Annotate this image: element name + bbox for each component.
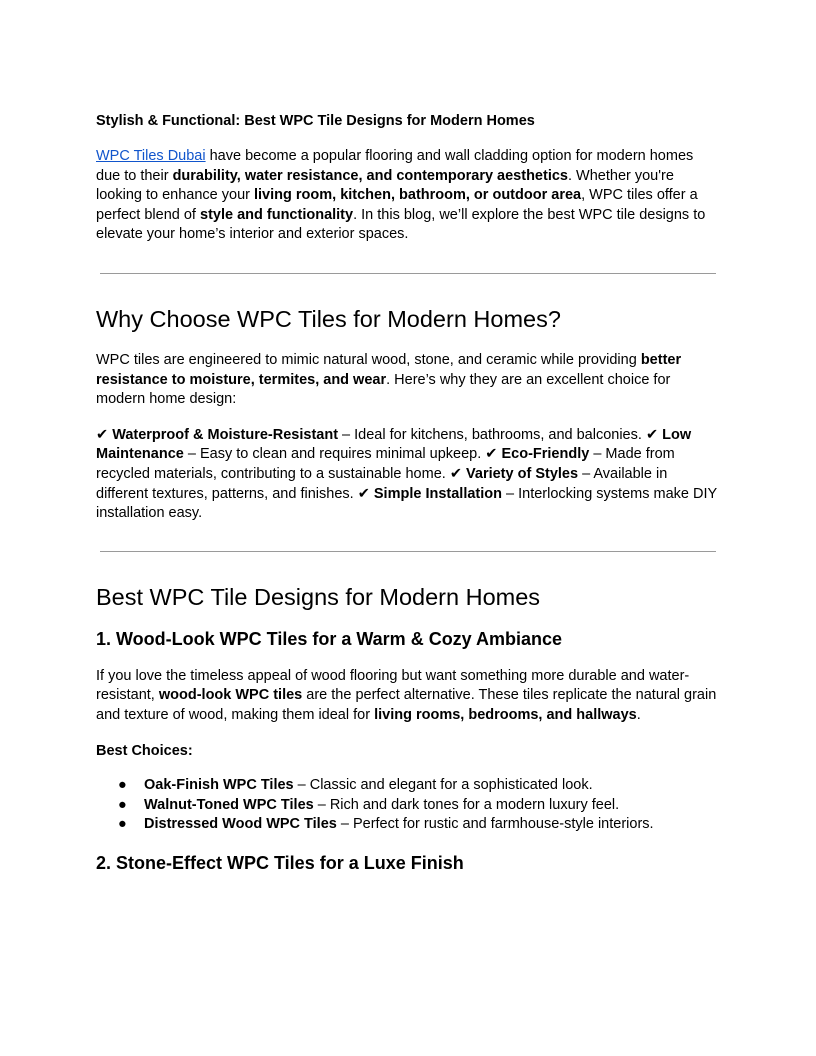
best-designs-heading: Best WPC Tile Designs for Modern Homes (96, 583, 541, 610)
benefit-installation: Simple Installation (373, 485, 502, 502)
benefit-installation-desc: – Interlocking systems make DIY installation easy. (96, 485, 717, 522)
intro-text-4: . In this blog, we’ll explore the best WPC tile designs to elevate your home’s interior and exterior spaces. (96, 206, 706, 243)
why-text-1: WPC tiles are engineered to mimic natural wood, stone, and ceramic while providing (96, 351, 641, 368)
intro-text-2: . Whether you're looking to enhance your (96, 167, 674, 204)
wood-bold-2: living rooms, bedrooms, and hallways (374, 706, 637, 723)
benefit-waterproof-desc: – Ideal for kitchens, bathrooms, and balconies. (338, 426, 646, 443)
document-title: Stylish & Functional: Best WPC Tile Designs for Modern Homes (96, 113, 535, 129)
wood-bold-1: wood-look WPC tiles (158, 687, 303, 704)
benefit-eco-friendly: Eco-Friendly (501, 446, 590, 463)
list-item-desc: – Perfect for rustic and farmhouse-style interiors. (336, 816, 654, 833)
wood-text-1: If you love the timeless appeal of wood flooring but want something more durable and water-resistant, (96, 667, 690, 704)
wpc-tiles-dubai-link[interactable]: WPC Tiles Dubai (96, 148, 206, 164)
horizontal-rule (100, 273, 716, 274)
check-icon: ✔ (357, 485, 370, 502)
benefit-variety: Variety of Styles (466, 465, 579, 482)
bullet-icon: ● (118, 816, 127, 833)
bullet-icon: ● (118, 796, 127, 813)
why-paragraph (96, 351, 720, 410)
benefits-paragraph (96, 426, 720, 524)
why-choose-heading: Why Choose WPC Tiles for Modern Homes? (96, 305, 561, 332)
document-page (96, 112, 720, 875)
wood-text-3: . (636, 706, 641, 723)
bullet-icon: ● (118, 777, 127, 794)
benefit-variety-desc: – Available in different textures, patterns, and finishes. (96, 465, 668, 502)
list-item (96, 776, 720, 796)
list-item-name: Oak-Finish WPC Tiles (144, 777, 294, 794)
list-item-name: Distressed Wood WPC Tiles (144, 816, 337, 833)
benefit-eco-friendly-desc: – Made from recycled materials, contributing to a sustainable home. (96, 446, 675, 482)
intro-bold-3: style and functionality (200, 206, 354, 223)
intro-bold-1: durability, water resistance, and contemporary aesthetics (172, 167, 568, 184)
list-item-desc: – Rich and dark tones for a modern luxury feel. (313, 796, 620, 813)
check-icon: ✔ (449, 465, 462, 482)
check-icon: ✔ (485, 446, 498, 463)
intro-text-3: , WPC tiles offer a perfect blend of (96, 187, 698, 223)
best-choices-text: Best Choices: (96, 742, 193, 759)
benefit-waterproof: Waterproof & Moisture-Resistant (112, 426, 339, 443)
horizontal-rule (100, 551, 716, 552)
stone-effect-heading: 2. Stone-Effect WPC Tiles for a Luxe Finish (96, 852, 464, 873)
list-item-name: Walnut-Toned WPC Tiles (144, 796, 314, 813)
benefit-low-maintenance: Low Maintenance (96, 426, 692, 463)
wood-look-paragraph (96, 667, 720, 726)
check-icon: ✔ (96, 426, 109, 443)
check-icon: ✔ (645, 426, 659, 443)
list-item (96, 815, 720, 835)
best-choices-label (96, 742, 720, 762)
why-text-2: . Here’s why they are an excellent choice for modern home design: (96, 371, 671, 408)
wood-text-2: are the perfect alternative. These tiles replicate the natural grain and texture of wood, making them ideal for (96, 687, 717, 723)
intro-text-1: have become a popular flooring and wall cladding option for modern homes due to their (96, 148, 694, 184)
list-item-desc: – Classic and elegant for a sophisticated look. (293, 777, 593, 794)
wood-look-heading: 1. Wood-Look WPC Tiles for a Warm & Cozy Ambiance (96, 628, 563, 649)
benefit-low-maintenance-desc: – Easy to clean and requires minimal upkeep. (183, 446, 486, 463)
intro-bold-2: living room, kitchen, bathroom, or outdoor area (254, 187, 582, 204)
intro-paragraph (96, 147, 720, 245)
why-bold-1: better resistance to moisture, termites, and wear (96, 351, 682, 388)
best-choices-list (96, 776, 720, 835)
list-item (96, 796, 720, 816)
